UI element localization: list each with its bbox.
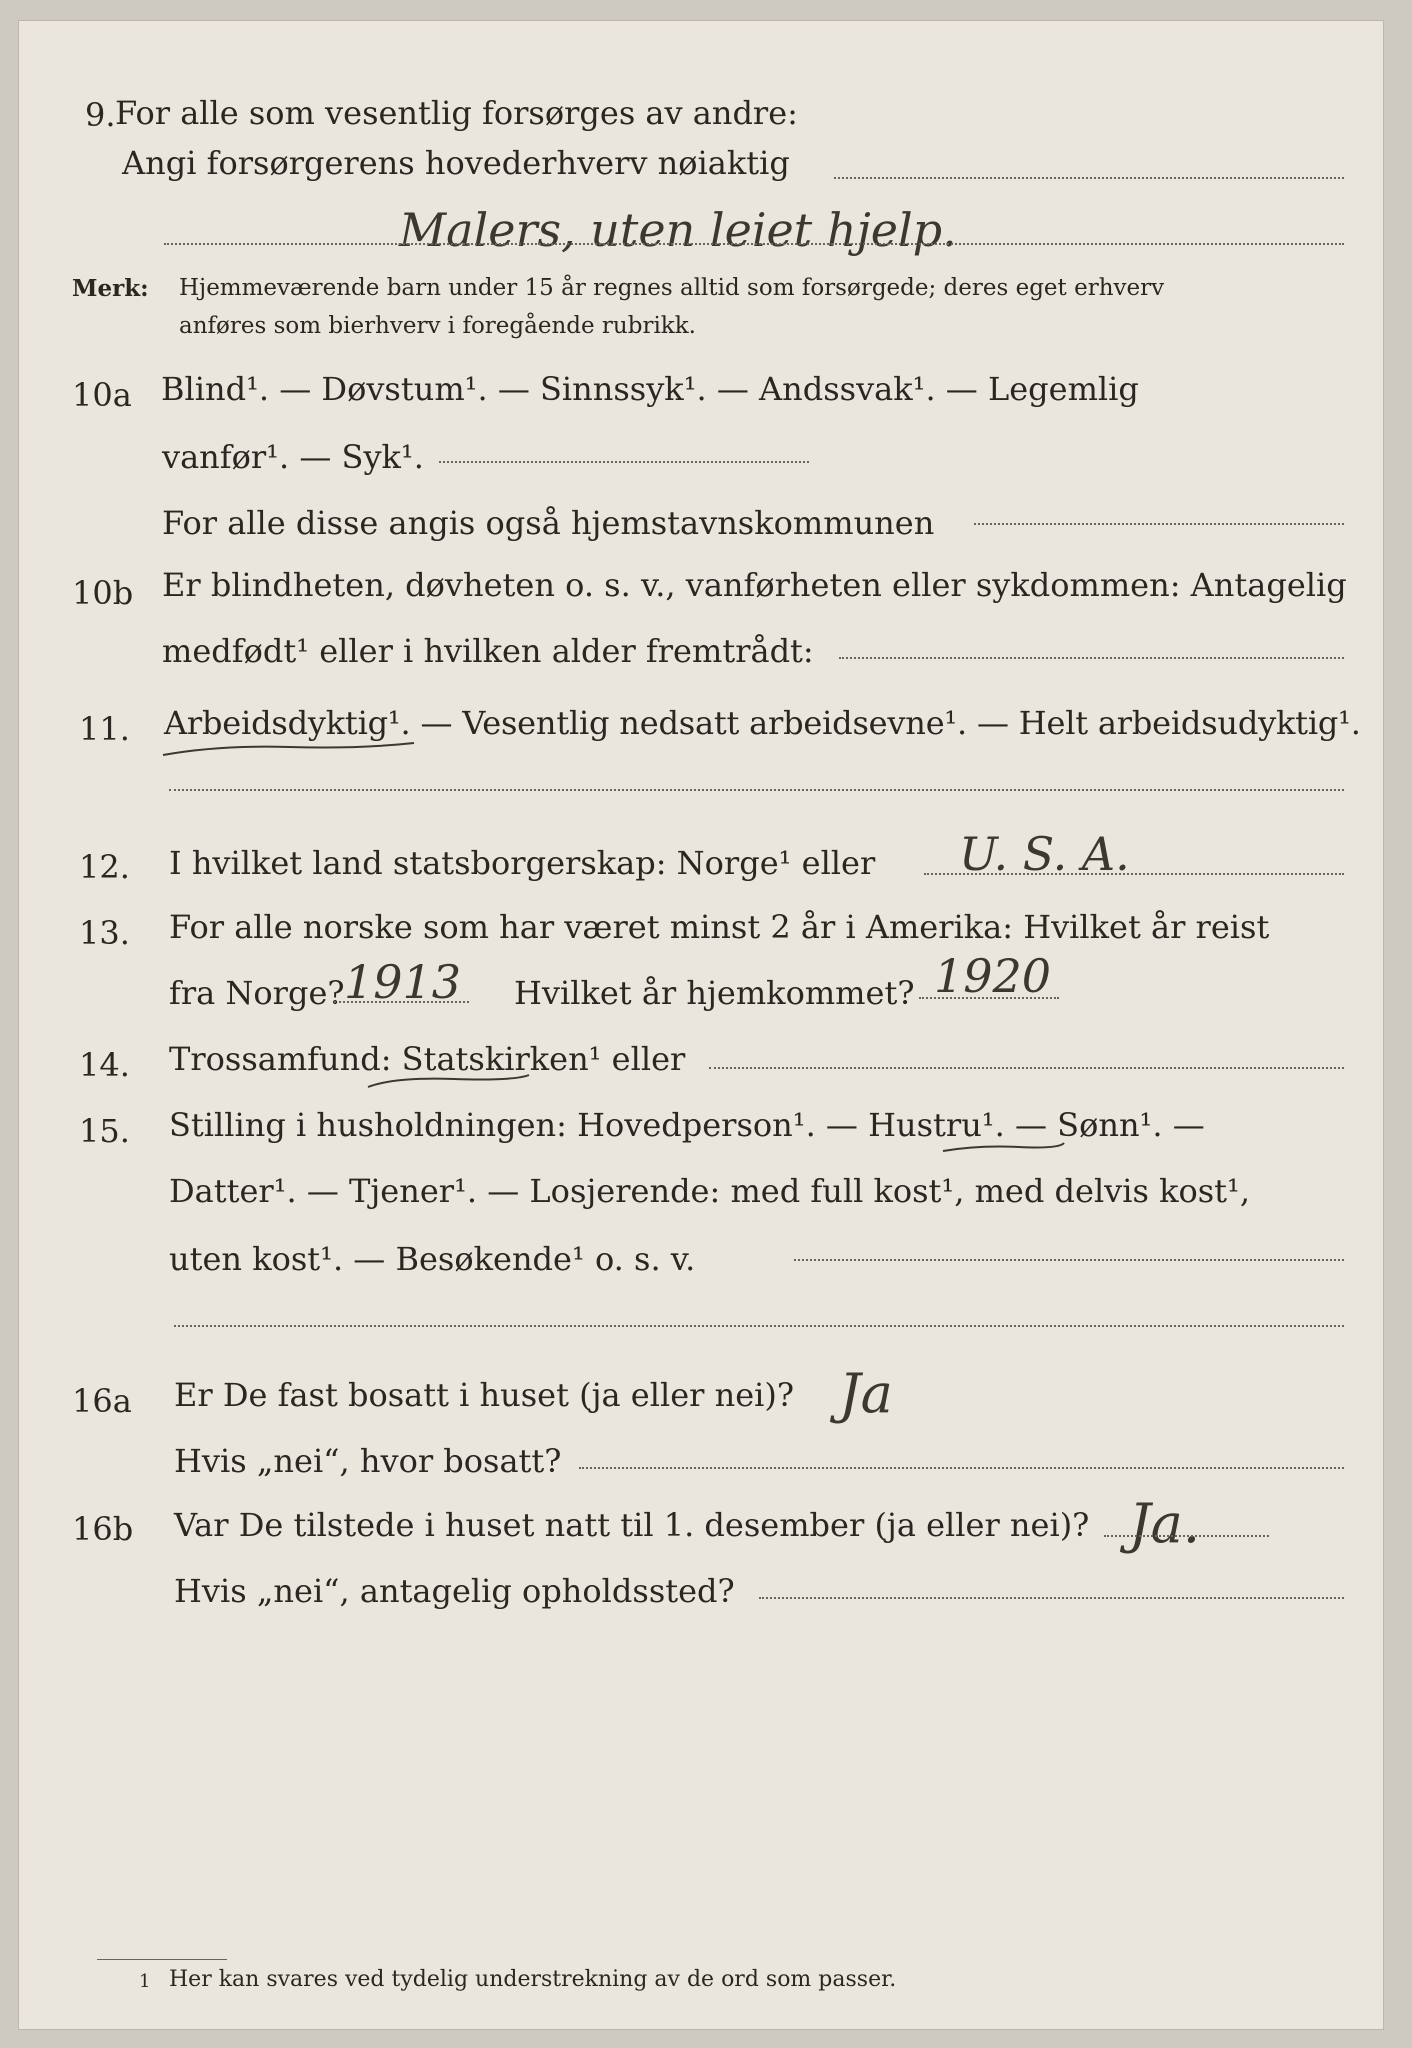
q12-number: 12. (79, 848, 130, 886)
q13-dotted-line-2 (919, 997, 1059, 999)
q16b-line1: Var De tilstede i huset natt til 1. desember (ja eller nei)? (174, 1506, 1090, 1544)
q9-dotted-line-2 (164, 243, 1344, 245)
q16a-line1: Er De fast bosatt i huset (ja eller nei)? (174, 1376, 795, 1414)
q13-line1: For alle norske som har været minst 2 år i Amerika: Hvilket år reist (169, 908, 1270, 946)
footnote-text: Her kan svares ved tydelig understrekning av de ord som passer. (169, 1967, 897, 1992)
q9-dotted-line-1 (834, 177, 1344, 179)
merk-line2: anføres som bierhverv i foregående rubrikk. (179, 313, 696, 339)
q10a-dotted-line-2 (974, 523, 1344, 525)
q16a-dotted-line (579, 1467, 1344, 1469)
q15-dotted-line-1 (794, 1259, 1344, 1261)
q11-arbeidsdyktig-underline (159, 733, 419, 763)
q15-line1: Stilling i husholdningen: Hovedperson¹. — Hustru¹. — Sønn¹. — (169, 1106, 1205, 1144)
q13-number: 13. (79, 914, 130, 952)
q9-handwritten-answer: Malers, uten leiet hjelp. (399, 203, 957, 257)
q10a-line2: vanfør¹. — Syk¹. (162, 438, 424, 476)
q11-dotted-line (169, 789, 1344, 791)
q16a-handwritten-answer: Ja (839, 1362, 893, 1425)
q10a-dotted-line-1 (439, 461, 809, 463)
q10b-line2: medfødt¹ eller i hvilken alder fremtrådt: (162, 632, 814, 670)
q16b-dotted-line-2 (759, 1597, 1344, 1599)
footnote-rule (97, 1959, 227, 1960)
q15-number: 15. (79, 1112, 130, 1150)
q14-number: 14. (79, 1046, 130, 1084)
q10b-number: 10b (72, 574, 134, 612)
q10b-dotted-line (839, 657, 1344, 659)
q14-dotted-line (709, 1067, 1344, 1069)
q16b-dotted-line-1 (1104, 1535, 1269, 1537)
q9-number: 9. (85, 96, 116, 134)
q13-handwritten-departure-year: 1913 (344, 955, 462, 1009)
footnote-mark: 1 (139, 1971, 151, 1992)
q12-handwritten-answer: U. S. A. (959, 827, 1130, 881)
q10a-line3: For alle disse angis også hjemstavnskommunen (162, 504, 935, 542)
census-form-page (18, 20, 1384, 2030)
q16b-line2: Hvis „nei“, antagelig opholdssted? (174, 1572, 735, 1610)
merk-label: Merk: (72, 275, 149, 302)
q15-dotted-line-2 (174, 1325, 1344, 1327)
q15-line3: uten kost¹. — Besøkende¹ o. s. v. (169, 1240, 696, 1278)
q16a-line2: Hvis „nei“, hvor bosatt? (174, 1442, 562, 1480)
q14-statskirken-underline (364, 1067, 534, 1097)
q14-line1: Trossamfund: Statskirken¹ eller (169, 1040, 686, 1078)
q16a-number: 16a (72, 1382, 132, 1420)
q10a-number: 10a (72, 376, 132, 414)
q12-line1: I hvilket land statsborgerskap: Norge¹ eller (169, 844, 876, 882)
q9-line2: Angi forsørgerens hovederhverv nøiaktig (122, 144, 790, 182)
q13-line2b: Hvilket år hjemkommet? (514, 974, 915, 1012)
q16b-handwritten-answer: Ja. (1129, 1492, 1201, 1555)
q10a-line1: Blind¹. — Døvstum¹. — Sinnssyk¹. — Andssvak¹. — Legemlig (161, 370, 1139, 408)
q15-hustru-underline (939, 1133, 1069, 1163)
q11-number: 11. (79, 710, 130, 748)
q13-dotted-line-1 (334, 1001, 469, 1003)
q13-handwritten-return-year: 1920 (934, 949, 1052, 1003)
merk-line1: Hjemmeværende barn under 15 år regnes alltid som forsørgede; deres eget erhverv (179, 275, 1165, 301)
q10b-line1: Er blindheten, døvheten o. s. v., vanførheten eller sykdommen: Antagelig (162, 566, 1347, 604)
q11-line1: Arbeidsdyktig¹. — Vesentlig nedsatt arbeidsevne¹. — Helt arbeidsudyktig¹. (164, 704, 1361, 742)
q16b-number: 16b (72, 1510, 134, 1548)
q15-line2: Datter¹. — Tjener¹. — Losjerende: med full kost¹, med delvis kost¹, (169, 1172, 1251, 1210)
q13-line2a: fra Norge? (169, 974, 345, 1012)
q9-line1: For alle som vesentlig forsørges av andre: (115, 94, 798, 132)
